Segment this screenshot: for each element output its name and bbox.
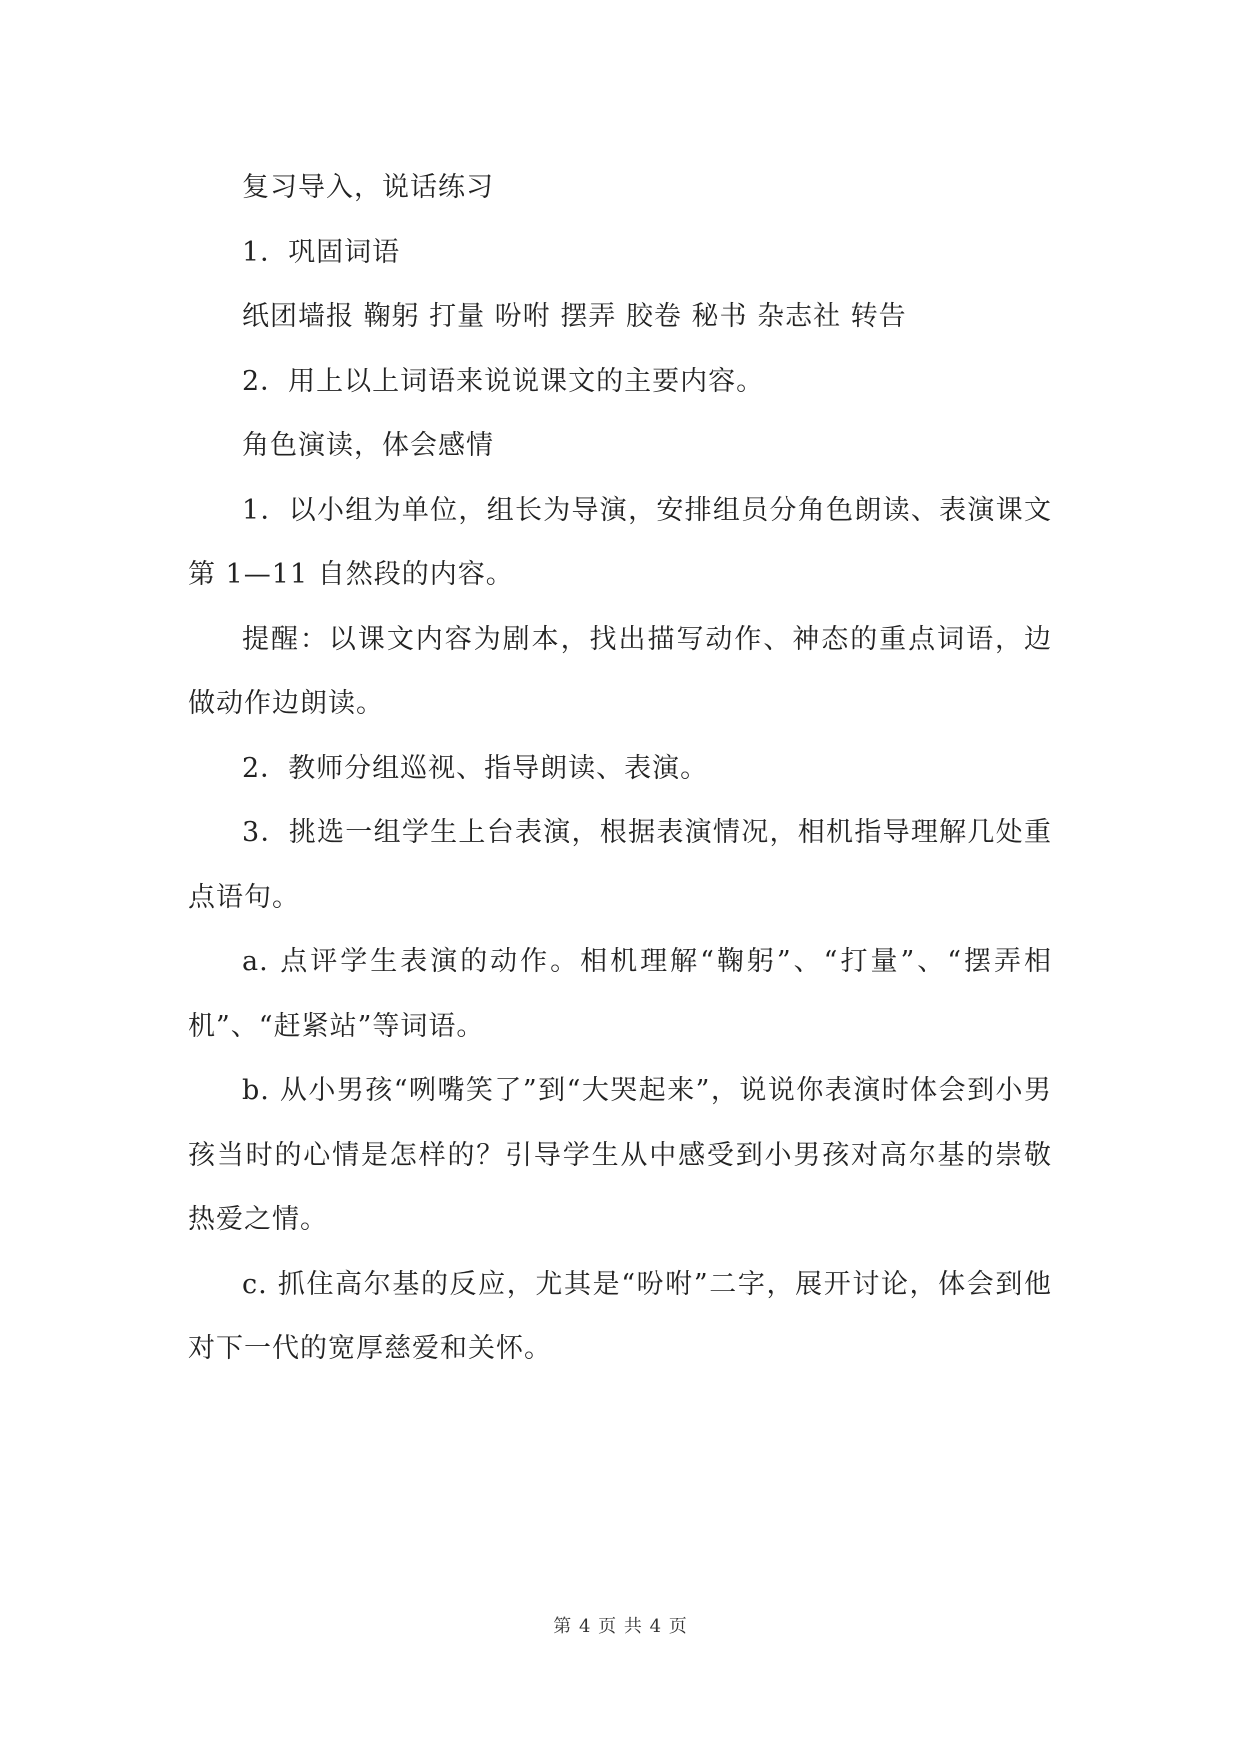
subitem-c: c. 抓住高尔基的反应，尤其是“吩咐”二字，展开讨论，体会到他对下一代的宽厚慈爱和关怀。 bbox=[188, 1268, 1052, 1364]
section-heading-review: 复习导入，说话练习 bbox=[242, 172, 494, 203]
document-body bbox=[188, 156, 1052, 1382]
section-heading-role-reading: 角色演读，体会感情 bbox=[242, 430, 494, 461]
list-item-consolidate-words: 1．巩固词语 bbox=[242, 236, 401, 268]
page-number-footer: 第 4 页 共 4 页 bbox=[553, 1616, 688, 1637]
list-item-group-reading: 1．以小组为单位，组长为导演，安排组员分角色朗读、表演课文第 1—11 自然段的内容。 bbox=[188, 494, 1052, 590]
vocabulary-list: 纸团墙报 鞠躬 打量 吩咐 摆弄 胶卷 秘书 杂志社 转告 bbox=[242, 301, 907, 332]
list-item-retell: 2．用上以上词语来说说课文的主要内容。 bbox=[242, 365, 765, 397]
reminder-paragraph: 提醒：以课文内容为剧本，找出描写动作、神态的重点词语，边做动作边朗读。 bbox=[188, 623, 1052, 719]
list-item-performance: 3．挑选一组学生上台表演，根据表演情况，相机指导理解几处重点语句。 bbox=[188, 817, 1052, 913]
subitem-a: a. 点评学生表演的动作。相机理解“鞠躬”、“打量”、“摆弄相机”、“赶紧站”等词语。 bbox=[188, 946, 1052, 1042]
list-item-teacher-guidance: 2．教师分组巡视、指导朗读、表演。 bbox=[242, 752, 709, 784]
subitem-b: b. 从小男孩“咧嘴笑了”到“大哭起来”，说说你表演时体会到小男孩当时的心情是怎样的？引导学生从中感受到小男孩对高尔基的崇敬热爱之情。 bbox=[188, 1075, 1052, 1235]
